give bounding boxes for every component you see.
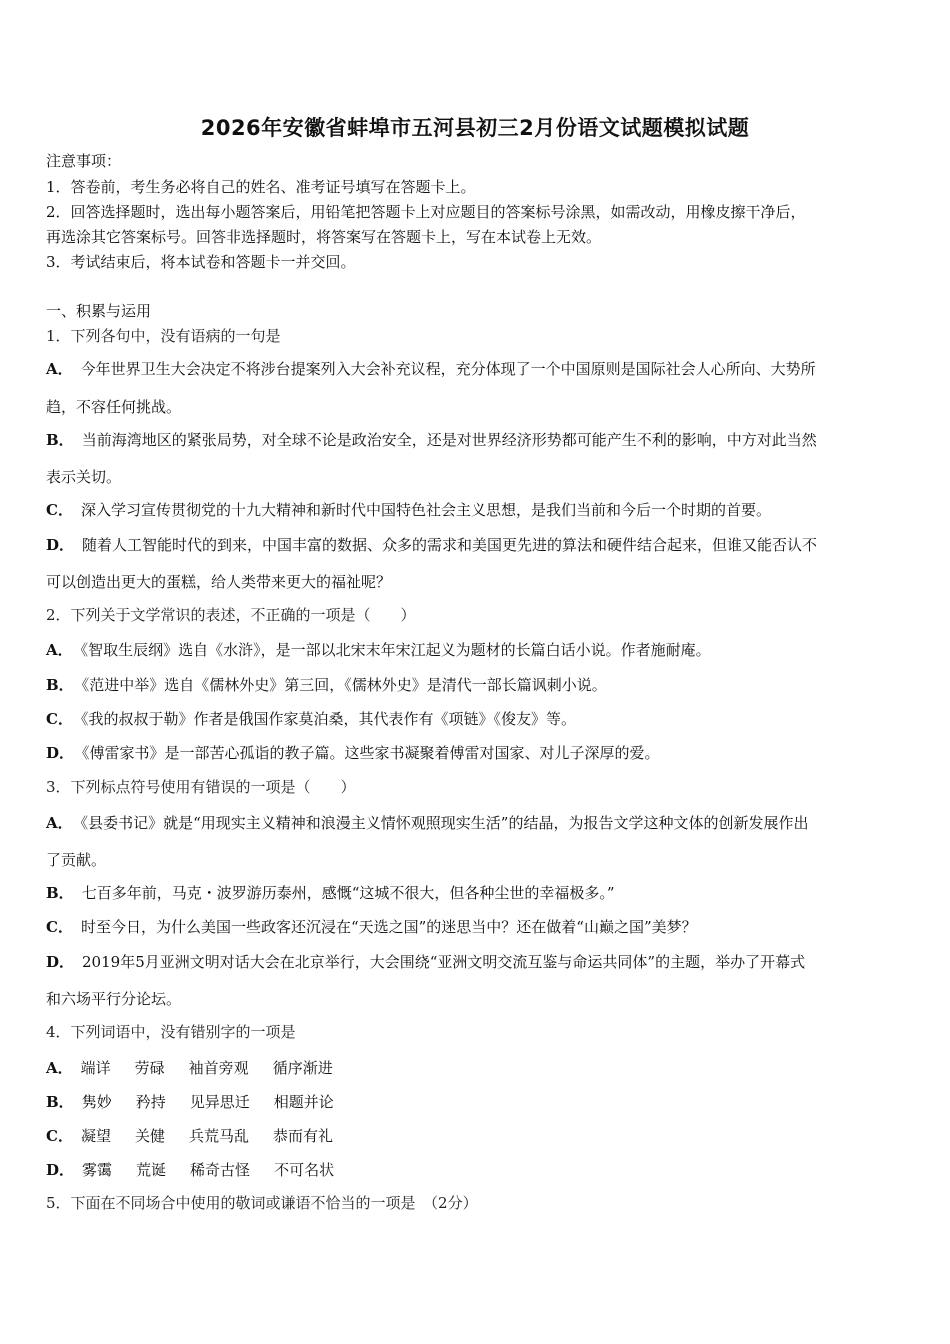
q2-option-b xyxy=(46,675,607,695)
option-text: 随着人工智能时代的到来，中国丰富的数据、众多的需求和美国更先进的算法和硬件结合起来，但谁又能否认不 xyxy=(82,536,818,554)
word: 相题并论 xyxy=(273,1093,334,1111)
option-label: C． xyxy=(46,710,73,728)
option-text: 《我的叔叔于勒》作者是俄国作家莫泊桑，其代表作有《项链》《俊友》等。 xyxy=(80,710,576,728)
option-text: 《智取生辰纲》选自《水浒》，是一部以北宋末年宋江起义为题材的长篇白话小说。作者施耐庵。 xyxy=(80,641,711,659)
q3-option-c xyxy=(46,917,697,937)
q4-stem: 4．下列词语中，没有错别字的一项是 xyxy=(46,1023,296,1041)
q1-option-b xyxy=(46,430,817,450)
option-label: D． xyxy=(46,1161,75,1179)
q1-option-d-cont: 可以创造出更大的蛋糕，给人类带来更大的福祉呢？ xyxy=(46,573,392,591)
option-label: C． xyxy=(46,501,73,519)
page-title: 2026年安徽省蚌埠市五河县初三2月份语文试题模拟试题 xyxy=(200,116,750,140)
q2-stem: 2．下列关于文学常识的表述，不正确的一项是（ ） xyxy=(46,606,416,624)
q1-option-c xyxy=(46,500,771,520)
q2-option-c xyxy=(46,709,576,729)
option-text: 《范进中举》选自《儒林外史》第三回，《儒林外史》是清代一部长篇讽刺小说。 xyxy=(81,676,607,694)
option-text: 《傅雷家书》是一部苦心孤诣的教子篇。这些家书凝聚着傅雷对国家、对儿子深厚的爱。 xyxy=(82,744,660,762)
word: 劳碌 xyxy=(134,1059,165,1077)
q1-stem: 1．下列各句中，没有语病的一句是 xyxy=(46,327,281,345)
option-label: A． xyxy=(46,1059,73,1077)
word: 端详 xyxy=(80,1059,111,1077)
q3-stem: 3．下列标点符号使用有错误的一项是（ ） xyxy=(46,778,356,796)
q1-option-b-cont: 表示关切。 xyxy=(46,468,122,486)
notice-item-3: 3．考试结束后，将本试卷和答题卡一并交回。 xyxy=(46,253,356,271)
q3-option-b xyxy=(46,883,615,903)
option-text: 七百多年前，马克・波罗游历泰州，感慨“这城不很大，但各种尘世的幸福极多。” xyxy=(81,884,615,902)
word: 稀奇古怪 xyxy=(190,1161,251,1179)
option-label: D． xyxy=(46,744,75,762)
notice-item-2: 2．回答选择题时，选出每小题答案后，用铅笔把答题卡上对应题目的答案标号涂黑，如需改动，用橡皮擦干净后， xyxy=(46,203,806,221)
notice-item-2-cont: 再选涂其它答案标号。回答非选择题时，将答案写在答题卡上，写在本试卷上无效。 xyxy=(46,228,602,246)
option-text: 当前海湾地区的紧张局势，对全球不论是政治安全，还是对世界经济形势都可能产生不利的影响，中方对此当然 xyxy=(81,431,817,449)
word: 荒诞 xyxy=(136,1161,167,1179)
option-label: C． xyxy=(46,1127,73,1145)
option-label: D． xyxy=(46,953,75,971)
option-label: C． xyxy=(46,918,73,936)
word: 矜持 xyxy=(135,1093,166,1111)
word: 见异思迁 xyxy=(189,1093,250,1111)
word: 袖首旁观 xyxy=(188,1059,249,1077)
option-label: B． xyxy=(46,676,74,694)
option-label: B． xyxy=(46,431,74,449)
option-label: A． xyxy=(46,814,73,832)
word: 凝望 xyxy=(80,1127,111,1145)
q1-option-a-cont: 趋，不容任何挑战。 xyxy=(46,398,182,416)
notice-heading: 注意事项： xyxy=(46,152,122,170)
notice-item-1: 1．答卷前，考生务必将自己的姓名、准考证号填写在答题卡上。 xyxy=(46,178,476,196)
q3-option-d xyxy=(46,952,805,972)
q4-option-b xyxy=(46,1092,334,1112)
option-text: 今年世界卫生大会决定不将涉台提案列入大会补充议程，充分体现了一个中国原则是国际社会人心所向、大势所 xyxy=(80,360,816,378)
q4-option-c xyxy=(46,1126,333,1146)
word: 兵荒马乱 xyxy=(188,1127,249,1145)
option-label: A． xyxy=(46,360,73,378)
word: 关健 xyxy=(134,1127,165,1145)
word: 隽妙 xyxy=(81,1093,112,1111)
q3-option-d-cont: 和六场平行分论坛。 xyxy=(46,990,182,1008)
q1-option-a xyxy=(46,359,816,379)
section-heading: 一、积累与运用 xyxy=(46,302,152,320)
option-label: A． xyxy=(46,641,73,659)
q4-option-d xyxy=(46,1160,334,1180)
q2-option-d xyxy=(46,743,660,763)
option-label: B． xyxy=(46,884,74,902)
q2-option-a xyxy=(46,640,711,660)
option-text: 《县委书记》就是“用现实主义精神和浪漫主义情怀观照现实生活”的结晶，为报告文学这种文体的创新发展作出 xyxy=(80,814,809,832)
option-text: 时至今日，为什么美国一些政客还沉浸在“天选之国”的迷思当中？还在做着“山巅之国”美梦？ xyxy=(80,918,697,936)
q5-stem: 5．下面在不同场合中使用的敬词或谦语不恰当的一项是 （2分） xyxy=(46,1194,478,1212)
word: 不可名状 xyxy=(274,1161,335,1179)
q3-option-a xyxy=(46,813,808,833)
q3-option-a-cont: 了贡献。 xyxy=(46,851,107,869)
word: 雾霭 xyxy=(82,1161,113,1179)
option-text: 深入学习宣传贯彻党的十九大精神和新时代中国特色社会主义思想，是我们当前和今后一个时期的首要。 xyxy=(80,501,771,519)
word: 恭而有礼 xyxy=(273,1127,334,1145)
option-label: B． xyxy=(46,1093,74,1111)
option-label: D． xyxy=(46,536,75,554)
word: 循序渐进 xyxy=(272,1059,333,1077)
option-text: 2019年5月亚洲文明对话大会在北京举行，大会围绕“亚洲文明交流互鉴与命运共同体”的主题，举办了开幕式 xyxy=(82,953,806,971)
q1-option-d xyxy=(46,535,817,555)
q4-option-a xyxy=(46,1058,333,1078)
